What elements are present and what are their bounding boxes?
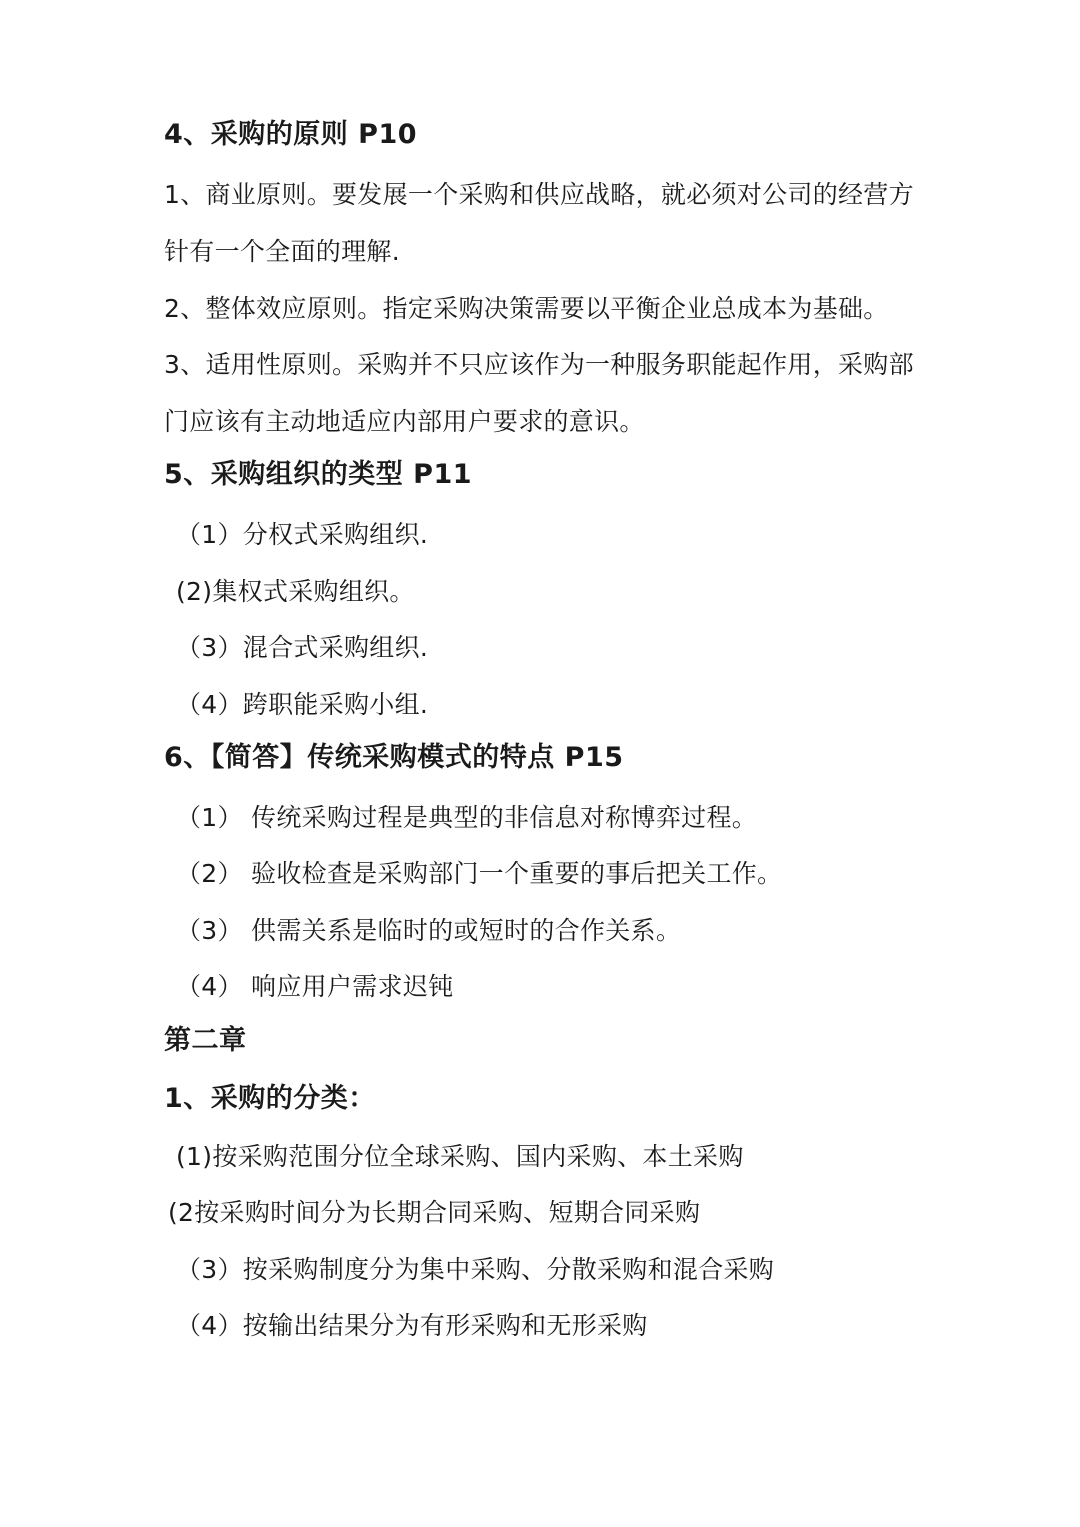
feature-item-1: （1） 传统采购过程是典型的非信息对称博弈过程。 bbox=[176, 803, 758, 832]
principle-1-line-2: 针有一个全面的理解. bbox=[164, 237, 400, 266]
section-6-heading: 6、【简答】传统采购模式的特点 P15 bbox=[164, 742, 624, 773]
classification-item-1: (1)按采购范围分位全球采购、国内采购、本土采购 bbox=[176, 1142, 744, 1171]
feature-item-2: （2） 验收检查是采购部门一个重要的事后把关工作。 bbox=[176, 859, 783, 888]
org-type-item-4: （4）跨职能采购小组. bbox=[176, 690, 429, 719]
org-type-item-3: （3）混合式采购组织. bbox=[176, 633, 429, 662]
org-type-item-1: （1）分权式采购组织. bbox=[176, 520, 429, 549]
principle-3-line-2: 门应该有主动地适应内部用户要求的意识。 bbox=[164, 407, 645, 436]
principle-2: 2、整体效应原则。指定采购决策需要以平衡企业总成本为基础。 bbox=[164, 294, 889, 323]
classification-item-3: （3）按采购制度分为集中采购、分散采购和混合采购 bbox=[176, 1255, 775, 1284]
feature-item-4: （4） 响应用户需求迟钝 bbox=[176, 972, 454, 1001]
section-5-heading: 5、采购组织的类型 P11 bbox=[164, 459, 473, 490]
section-4-heading: 4、采购的原则 P10 bbox=[164, 119, 418, 150]
org-type-item-2: (2)集权式采购组织。 bbox=[176, 577, 415, 606]
principle-1-line-1: 1、商业原则。要发展一个采购和供应战略，就必须对公司的经营方 bbox=[164, 180, 914, 209]
principle-3-line-1: 3、适用性原则。采购并不只应该作为一种服务职能起作用，采购部 bbox=[164, 350, 914, 379]
feature-item-3: （3） 供需关系是临时的或短时的合作关系。 bbox=[176, 916, 682, 945]
classification-item-2: (2按采购时间分为长期合同采购、短期合同采购 bbox=[168, 1198, 701, 1227]
chapter-2-title: 第二章 bbox=[164, 1025, 247, 1056]
classification-item-4: （4）按输出结果分为有形采购和无形采购 bbox=[176, 1311, 648, 1340]
classification-heading: 1、采购的分类： bbox=[164, 1083, 376, 1114]
